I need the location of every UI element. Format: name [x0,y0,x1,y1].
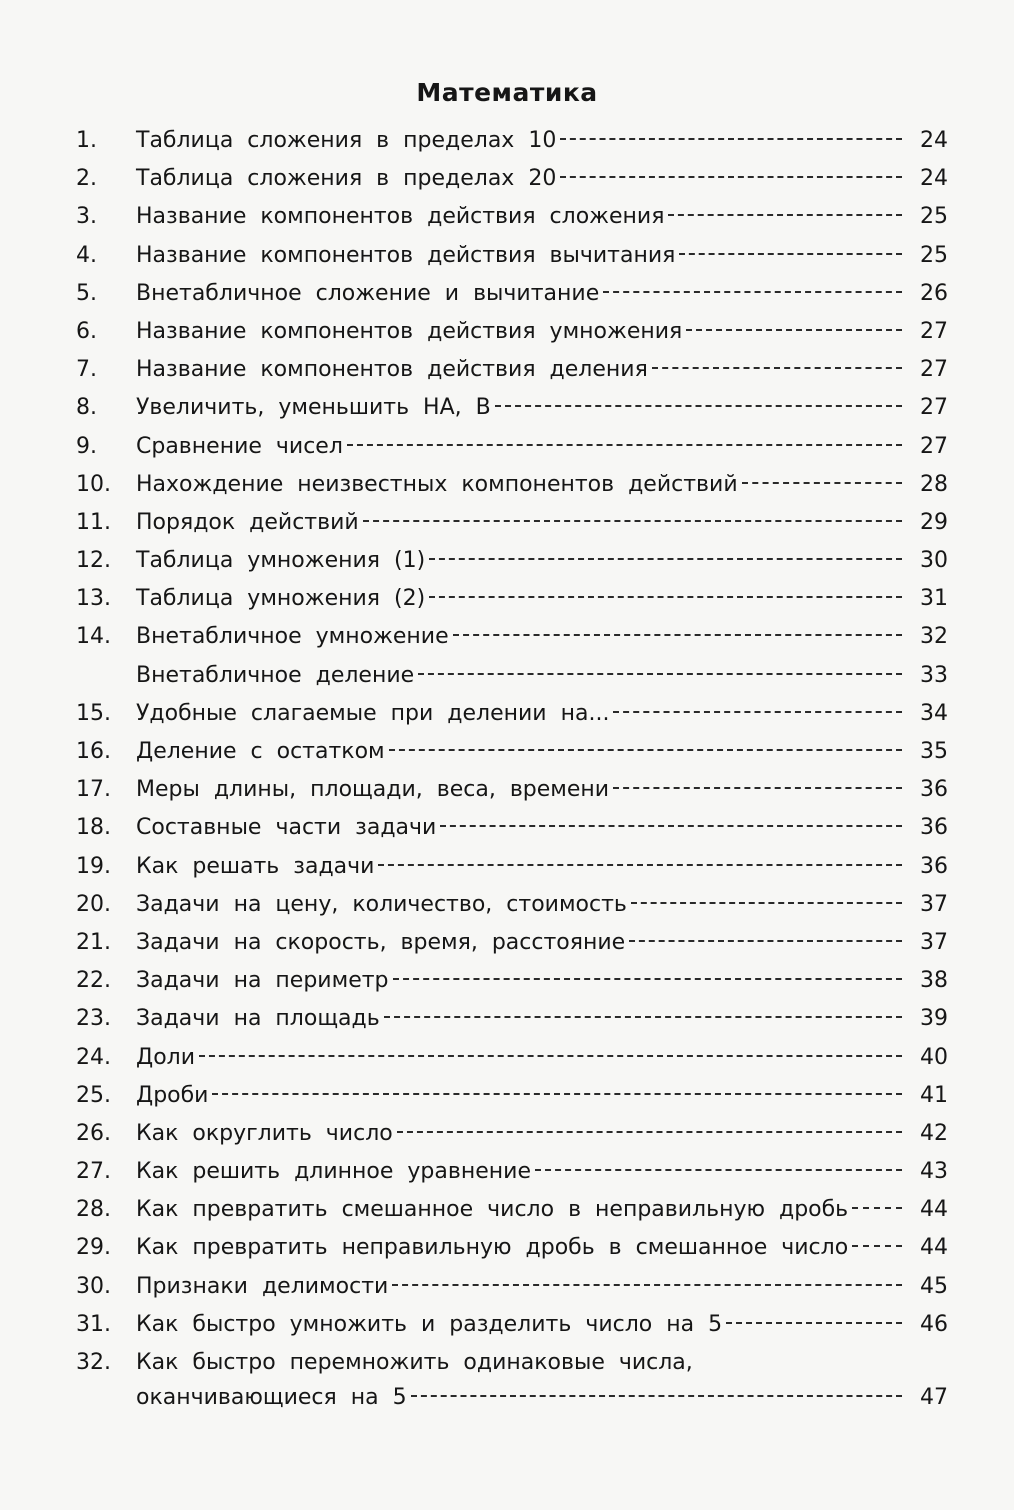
toc-entry[interactable] [76,542,948,580]
entry-number: 5. [76,280,97,306]
dot-leader [603,291,902,293]
dot-leader [668,214,902,216]
entry-page-number: 41 [920,1082,948,1108]
entry-page-number: 39 [920,1006,948,1032]
dot-leader [389,749,902,751]
toc-entry[interactable] [76,848,948,886]
entry-page-number: 44 [920,1235,948,1261]
entry-number: 9. [76,433,97,459]
toc-entry[interactable] [76,886,948,924]
toc-entry[interactable] [76,1000,948,1038]
entry-page-number: 45 [920,1273,948,1299]
toc-entry[interactable] [76,924,948,962]
toc-entry[interactable] [76,1306,948,1344]
toc-entry[interactable] [76,1115,948,1153]
entry-number: 7. [76,357,97,383]
entry-title: Деление с остатком [136,739,385,764]
entry-page-number: 26 [920,280,948,306]
toc-entry[interactable] [76,1153,948,1191]
entry-title: Таблица умножения (2) [136,586,426,612]
toc-entry[interactable] [76,466,948,504]
entry-number: 27. [76,1159,111,1185]
entry-title: Как решить длинное уравнение [136,1159,531,1185]
toc-entry[interactable] [76,1077,948,1115]
dot-leader [629,940,902,942]
entry-title: Порядок действий [136,509,359,535]
entry-number: 23. [76,1006,111,1032]
entry-number: 16. [76,739,111,764]
entry-title: Удобные слагаемые при делении на... [136,700,610,726]
dot-leader [440,825,902,827]
entry-page-number: 31 [920,586,948,612]
entry-number: 12. [76,548,111,574]
toc-entry[interactable] [76,1268,948,1306]
dot-leader [652,367,902,369]
entry-page-number: 36 [920,853,948,879]
entry-number: 19. [76,853,111,879]
entry-page-number: 27 [920,318,948,344]
entry-page-number: 40 [920,1044,948,1070]
entry-title-line1: Как быстро перемножить одинаковые числа, [136,1350,693,1375]
entry-title: Как быстро умножить и разделить число на 5 [136,1311,723,1337]
entry-title: Нахождение неизвестных компонентов действий [136,471,738,497]
entry-title: Составные части задачи [136,815,437,841]
dot-leader [679,253,902,255]
toc-entry[interactable] [76,809,948,847]
entry-number: 8. [76,395,97,421]
toc-entry[interactable] [76,1191,948,1229]
entry-page-number: 44 [920,1197,948,1223]
dot-leader [560,176,902,178]
entry-title-line2: оканчивающиеся на 5 [136,1385,407,1411]
toc-entry[interactable] [76,389,948,427]
entry-number: 1. [76,128,97,153]
toc-entry[interactable] [76,275,948,313]
entry-page-number: 36 [920,815,948,841]
entry-number: 11. [76,509,111,535]
dot-leader [411,1395,902,1397]
entry-title: Название компонентов действия вычитания [136,242,676,268]
entry-number: 26. [76,1120,111,1146]
entry-page-number: 27 [920,395,948,421]
toc-entry[interactable] [76,237,948,275]
entry-title: Сравнение чисел [136,433,343,459]
toc-entry[interactable] [76,962,948,1000]
entry-title: Задачи на площадь [136,1006,380,1032]
dot-leader [378,864,902,866]
entry-title: Задачи на скорость, время, расстояние [136,929,626,955]
toc-entry[interactable] [76,657,948,695]
dot-leader [613,711,902,713]
entry-number: 15. [76,700,111,726]
entry-title: Увеличить, уменьшить НА, В [136,395,491,421]
entry-page-number: 28 [920,471,948,497]
entry-title: Таблица сложения в пределах 20 [136,166,557,192]
dot-leader [535,1169,902,1171]
dot-leader [384,1016,902,1018]
entry-title: Таблица сложения в пределах 10 [136,128,557,153]
dot-leader [726,1322,902,1324]
toc-entry-last[interactable] [76,1344,948,1382]
entry-title: Название компонентов действия деления [136,357,648,383]
entry-page-number: 37 [920,891,948,917]
entry-title: Задачи на цену, количество, стоимость [136,891,627,917]
toc-entry[interactable] [76,198,948,236]
entry-page-number: 30 [920,548,948,574]
entry-number: 29. [76,1235,111,1261]
dot-leader [397,1131,902,1133]
entry-page-number: 25 [920,242,948,268]
entry-number: 32. [76,1350,111,1375]
entry-title: Дроби [136,1082,209,1108]
entry-page-number: 29 [920,509,948,535]
toc-entry-last-continuation[interactable] [76,1382,948,1414]
entry-number: 18. [76,815,111,841]
entry-page-number: 24 [920,128,948,153]
dot-leader [852,1245,902,1247]
entry-page-number: 27 [920,357,948,383]
entry-number: 30. [76,1273,111,1299]
entry-number: 13. [76,586,111,612]
entry-page-number: 33 [920,662,948,688]
dot-leader [742,482,902,484]
entry-number: 3. [76,204,97,230]
entry-number: 28. [76,1197,111,1223]
entry-page-number: 42 [920,1120,948,1146]
entry-number: 20. [76,891,111,917]
entry-title: Таблица умножения (1) [136,548,426,574]
entry-page-number: 36 [920,777,948,803]
entry-title: Признаки делимости [136,1273,389,1299]
entry-page-number: 47 [920,1385,948,1411]
entry-page-number: 35 [920,739,948,764]
toc-entry[interactable] [76,1039,948,1077]
entry-page-number: 46 [920,1311,948,1337]
dot-leader [393,978,902,980]
entry-number: 6. [76,318,97,344]
toc-entry[interactable] [76,1229,948,1267]
entry-title: Название компонентов действия умножения [136,318,683,344]
dot-leader [852,1207,902,1209]
toc-entry[interactable] [76,733,948,771]
entry-title: Внетабличное сложение и вычитание [136,280,600,306]
entry-page-number: 25 [920,204,948,230]
dot-leader [631,902,902,904]
toc-entry[interactable] [76,504,948,542]
dot-leader [363,520,902,522]
dot-leader [495,405,902,407]
entry-title: Задачи на периметр [136,968,389,994]
dot-leader [212,1093,902,1095]
entry-title: Название компонентов действия сложения [136,204,665,230]
entry-number: 2. [76,166,97,192]
toc-entry[interactable] [76,695,948,733]
entry-title: Внетабличное деление [136,662,415,688]
dot-leader [392,1284,902,1286]
entry-number: 31. [76,1311,111,1337]
toc-entry[interactable] [76,580,948,618]
dot-leader [199,1055,902,1057]
page-title: Математика [416,78,598,107]
entry-number: 4. [76,242,97,268]
entry-page-number: 32 [920,624,948,650]
toc-entry[interactable] [76,160,948,198]
dot-leader [453,634,902,636]
entry-title: Меры длины, площади, веса, времени [136,777,610,803]
entry-title: Как превратить смешанное число в неправильную дробь [136,1197,849,1223]
dot-leader [613,787,902,789]
entry-title: Как превратить неправильную дробь в смешанное число [136,1235,849,1261]
table-of-contents [76,122,948,1414]
entry-number: 24. [76,1044,111,1070]
entry-title: Как решать задачи [136,853,375,879]
dot-leader [429,558,902,560]
entry-page-number: 37 [920,929,948,955]
entry-number: 17. [76,777,111,803]
dot-leader [560,138,902,140]
toc-entry[interactable] [76,351,948,389]
entry-page-number: 24 [920,166,948,192]
entry-title: Внетабличное умножение [136,624,449,650]
entry-number: 14. [76,624,111,650]
entry-title: Доли [136,1044,196,1070]
toc-entry[interactable] [76,428,948,466]
entry-number: 21. [76,929,111,955]
dot-leader [347,444,902,446]
entry-page-number: 27 [920,433,948,459]
entry-number: 25. [76,1082,111,1108]
entry-number: 22. [76,968,111,994]
toc-entry[interactable] [76,313,948,351]
dot-leader [418,673,902,675]
entry-title: Как округлить число [136,1120,393,1146]
toc-entry[interactable] [76,122,948,160]
toc-entry[interactable] [76,771,948,809]
dot-leader [686,329,902,331]
entry-page-number: 43 [920,1159,948,1185]
toc-entry[interactable] [76,618,948,656]
entry-number: 10. [76,471,111,497]
entry-page-number: 34 [920,700,948,726]
dot-leader [429,596,902,598]
entry-page-number: 38 [920,968,948,994]
